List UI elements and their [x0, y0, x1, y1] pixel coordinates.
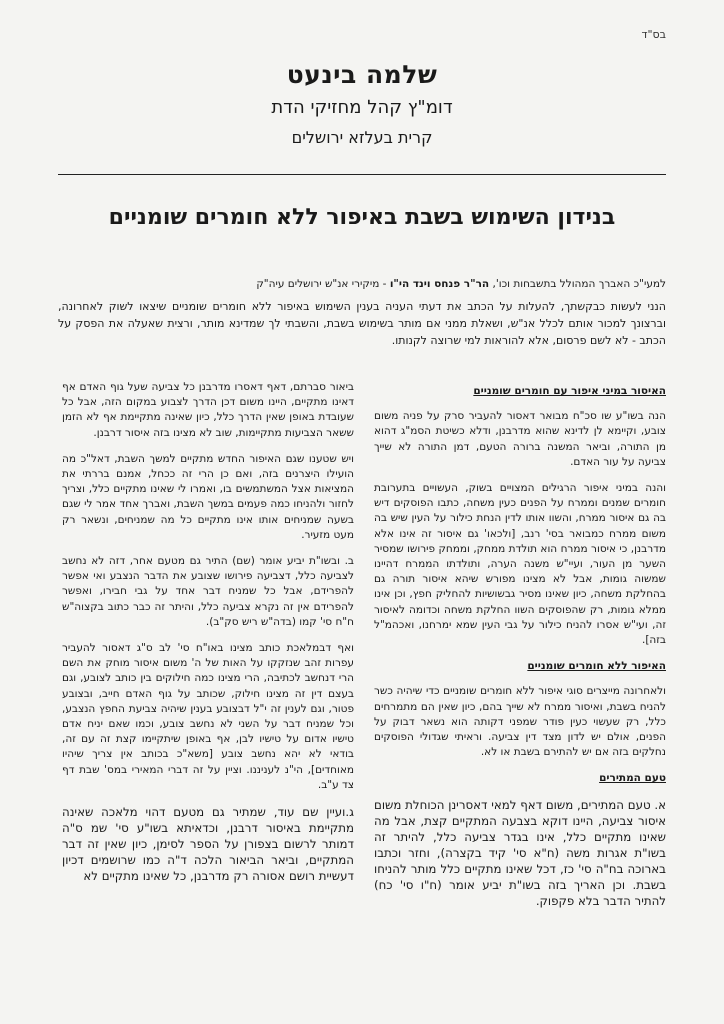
paragraph: ב. ובשו"ת יביע אומר (שם) התיר גם מטעם אחר, דזה לא נחשב לצביעה כלל, דצביעה פירושו שצובע את הדבר הנצבע ואי אפשר להפרידם, אבל כל שמניח דבר אחד על גבי חבירו, ואפשר להפרידם אין זה נקרא צביעה כלל, והיתר זה כבר כתוב בקצוה"ש ח"ח סי' קמו (בדה"ש ריש סק"ב).	[62, 555, 354, 628]
addressee-name: הר"ר פנחס וינד הי"ו	[389, 278, 490, 290]
section-heading-permitters: טעם המתירים	[599, 772, 666, 785]
paragraph: ולאחרונה מייצרים סוגי איפור ללא חומרים שומניים כדי שיהיה כשר להניח בשבת, ואיסור ממרח לא שייך בהם, כיון שאין הם מתמרחים כלל, רק שעשוי כעין פודר שמפני דקותה הוא נשאר דבוק על הפנים, אולם יש לדון מצד דין צביעה. וראיתי שגדולי הפוסקים נחלקים בזה אם יש להתירם בשבת או לא.	[374, 685, 666, 759]
letterhead	[0, 60, 724, 147]
letterhead-address: קרית בעלזא ירושלים	[291, 128, 433, 147]
paragraph: והנה במיני איפור הרגילים המצויים בשוק, העשויים בתערובת חומרים שמנים וממרח על הפנים כעין משחה, כתבו הפוסקים דיש בה גם איסור ממרח, והשוו אותו לדין הנחת כילור על העין שיש בה משום ממרח כמבואר בסי' רנב, [ולכאו' גם איסור זה אינו אלא מדרבנן, כי איסור ממרח הוא תולדת ממחק, וממחק פירושו שמסיר השער מן העור, ועיי"ש משנה הערה, ותולדתו הממרח דהיינו שמשוה גומות, אבל לא מצינו מפורש שיהא איסור תורה גם בהחלקת משחה, כיון שאינו מסיר גבשושיות להחליק חפץ, וכן אינו ממלא גומות, רק שהפוסקים השוו החלקת משחה וכדומה לאיסור זה, ועי"ש אסרו להניח כילור על גבי העין שמא ימרחנו, ואכהמ"ל בזה].	[374, 482, 666, 647]
addressee-line	[58, 278, 666, 290]
paragraph: ויש שטענו שגם האיפור החדש מתקיים למשך השבת, דאל"כ מה הועילו היצרנים בזה, ואם כן הרי זה ככחל, אמנם בררתי את המציאות אצל המשתמשים בו, ואמרו לי שאינו מתקיים כלל, וצריך לחזור ולהניחו כמה פעמים במשך השבת, ואברך אחד אמר לי שגם בשעה שמניחים אותו אינו מתקיים כל מה שמניחים, ונשאר רק מעט מזעיר.	[62, 452, 354, 541]
document-title: בנידון השימוש בשבת באיפור ללא חומרים שומניים	[108, 205, 616, 230]
section-heading-fatty: האיסור במיני איפור עם חומרים שומניים	[473, 385, 666, 397]
addressee-prefix: למעי"כ האברך המהולל בתשבחות וכו',	[489, 278, 666, 290]
letterhead-divider	[58, 174, 666, 175]
bsd-header: בס"ד	[641, 28, 666, 41]
paragraph: ג.ועיין שם עוד, שמתיר גם מטעם דהוי מלאכה שאינה מתקיימת באיסור דרבנן, וכדאיתא בשו"ע סי' שמ ס"ה דמותר לרשום בצפורן על הספר לסימן, כיון שאין זה דבר המתקיים, וביאר הביאור הלכה ד"ה כמו שרושמים דכיון דעשיית רושם אסורה רק מדרבנן, כל שאינו מתקיים לא	[62, 805, 354, 884]
addressee-suffix: - מיקירי אנ"ש ירושלים עיה"ק	[256, 278, 390, 290]
letterhead-title: דומ"ץ קהל מחזיקי הדת	[271, 97, 453, 118]
paragraph: הנה בשו"ע שו סכ"ח מבואר דאסור להעביר סרק על פניה משום צובע, וקיימא לן לדינא שהוא מדרבנן, ודלא כשיטת הסמ"ג דהוא מן התורה, וביאר המשנה ברורה הטעם, דמן התורה לא שייך צביעה על עור האדם.	[374, 410, 666, 468]
paragraph: ביאור סברתם, דאף דאסרו מדרבנן כל צביעה שעל גוף האדם אף דאינו מתקיים, היינו משום דכן הדרך לצבוע במקום הזה, אבל כל שעובדת באופן שאין הדרך כלל, כיון שאינה מתקיימת אף לא הזמן ששאר הצביעות מתקיימות, שוב לא מצינו בזה איסור דרבנן.	[62, 381, 354, 439]
intro-paragraph: הנני לעשות כבקשתך, להעלות על הכתב את דעתי העניה בענין השימוש באיפור ללא חומרים שומניים שיצאו לשוק לאחרונה, וברצונך למכור אותם לכלל אנ"ש, ושאלת ממני אם מותר בשימוש בשבת, והשבתי לך שמדינא מותר, ורצית שאעלה את הפסק על הכתב - לא לשם פרסום, אלא להוראות למי שרוצה לקנותו.	[58, 300, 666, 347]
left-column	[62, 380, 354, 895]
paragraph: א. טעם המתירים, משום דאף למאי דאסרינן הכוחלת משום איסור צביעה, היינו דוקא בצבעה המתקיים קצת, אבל מה שאינו מתקיים כלל, אינו בגדר צביעה כלל, להיתר זה בשו"ת אגרות משה (ח"א סי' קיד בקצרה), וחזר וכתבו בארוכה בח"ה סי' כז, דכל שאינו מתקיים כלל מותר להניחו בשבת. וכן האריך בזה בשו"ת יביע אומר (ח"ו סי' כח) להתיר הדבר בלא פקפוק.	[374, 797, 666, 908]
right-column	[374, 380, 666, 920]
letterhead-name: שלמה בינעט	[286, 60, 438, 89]
section-heading-nonfatty: האיפור ללא חומרים שומניים	[527, 660, 666, 673]
paragraph: ואף דבמלאכת כותב מצינו באו"ח סי' לב ס"ג דאסור להעביר עפרות זהב שנזקקו על האות של ה' משום איסור מוחק את השם הרי דנחשב לכתיבה, הרי מצינו כמה חילוקים בין כותב לצובע, וגם בעצם דין זה מצינו חילוק, שכותב על גוף האדם חייב, ובצובע פטור, וגם לענין זה י"ל דבצובע בענין שיהיה צביעת החפץ הנצבע, וכל שמניח דבר על השני לא נחשב צובע, וכמו שאם יניח אדם טישיו אדום על טישיו לבן, אף באופן שיתקיימו קצת זה עם זה, בודאי לא יהא נחשב צובע [משא"כ בכותב אין צריך שיהיו מאוחדים], הי"נ לעניננו. וציין על זה דברי המאירי במס' שבת דף צד ע"ב.	[62, 642, 354, 791]
